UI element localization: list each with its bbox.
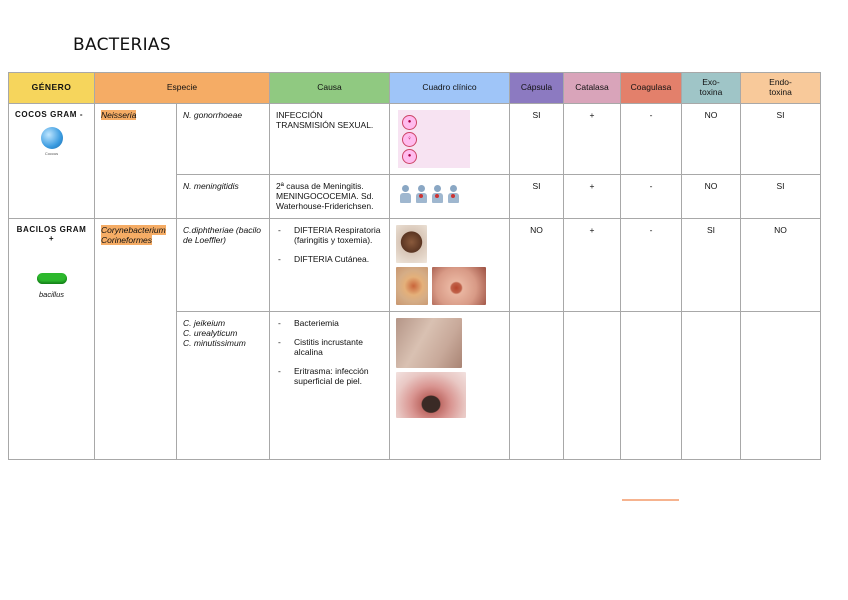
catalasa-cell: + — [564, 219, 621, 312]
species-cell: C.diphtheriae (bacilo de Loeffler) — [177, 219, 270, 312]
groin-lesion-photo — [396, 372, 466, 418]
exotoxina-cell — [682, 312, 741, 460]
catalasa-cell: + — [564, 104, 621, 175]
header-capsula: Cápsula — [510, 73, 564, 104]
gonorrhoea-infographic — [398, 110, 470, 168]
list-item: - Bacteriemia — [276, 318, 383, 328]
causa-list — [276, 225, 383, 264]
causa-cell: INFECCIÓN TRANSMISIÓN SEXUAL. — [270, 104, 390, 175]
header-especie: Especie — [95, 73, 270, 104]
causa-cell — [270, 219, 390, 312]
genero-label: COCOS GRAM - — [15, 110, 84, 119]
coagulasa-cell: - — [621, 219, 682, 312]
coagulasa-cell — [621, 312, 682, 460]
causa-list — [276, 318, 383, 386]
genus-cell — [95, 104, 177, 219]
list-item: - DIFTERIA Respiratoria (faringitis y toxemia). — [276, 225, 383, 245]
symptom-circle-icon: ● — [402, 149, 417, 164]
capsula-cell — [510, 312, 564, 460]
species-line: C. minutissimum — [183, 338, 246, 348]
genus-highlight: Corynebacterium Corineformes — [101, 225, 166, 245]
coccus-caption: Coccus — [44, 151, 59, 156]
cutaneous-ulcer-photo — [432, 267, 486, 305]
meningitis-infographic — [398, 185, 503, 205]
species-line: C. jeikeium — [183, 318, 226, 328]
exotoxina-cell: NO — [682, 104, 741, 175]
bacteria-table — [8, 72, 821, 460]
table-row — [9, 219, 821, 312]
coagulasa-cell: - — [621, 104, 682, 175]
cuadro-clinico-cell — [390, 219, 510, 312]
list-item: - DIFTERIA Cutánea. — [276, 254, 383, 264]
genero-cell — [9, 104, 95, 219]
species-cell — [177, 312, 270, 460]
header-cuadro-clinico: Cuadro clínico — [390, 73, 510, 104]
orange-divider — [622, 499, 679, 501]
bacillus-rod-icon — [37, 273, 67, 284]
bacillus-caption: bacillus — [38, 290, 64, 299]
header-exotoxina: Exo- toxina — [682, 73, 741, 104]
person-figure-icon — [430, 185, 444, 205]
capsula-cell: SI — [510, 104, 564, 175]
cutaneous-lesion-photo — [396, 267, 428, 305]
header-causa: Causa — [270, 73, 390, 104]
header-endotoxina: Endo- toxina — [741, 73, 821, 104]
person-figure-icon — [414, 185, 428, 205]
symptom-circle-icon: ● — [402, 115, 417, 130]
diphtheria-child-photo — [396, 225, 427, 263]
genero-cell — [9, 219, 95, 460]
person-figure-icon — [446, 185, 460, 205]
species-line: C. urealyticum — [183, 328, 238, 338]
capsula-cell: NO — [510, 219, 564, 312]
list-item: - Cistitis incrustante alcalina — [276, 337, 383, 357]
list-item: - Eritrasma: infección superficial de piel. — [276, 366, 383, 386]
erythrasma-photo — [396, 318, 462, 368]
page-title: BACTERIAS — [73, 35, 171, 55]
endotoxina-cell: SI — [741, 104, 821, 175]
genus-cell — [95, 219, 177, 460]
causa-cell — [270, 312, 390, 460]
coagulasa-cell: - — [621, 175, 682, 219]
causa-cell: 2ª causa de Meningitis. MENINGOCOCEMIA. Sd. Waterhouse-Friderichsen. — [270, 175, 390, 219]
catalasa-cell: + — [564, 175, 621, 219]
exotoxina-cell: SI — [682, 219, 741, 312]
capsula-cell: SI — [510, 175, 564, 219]
header-coagulasa: Coagulasa — [621, 73, 682, 104]
species-cell: N. meningitidis — [177, 175, 270, 219]
header-genero: GÉNERO — [9, 73, 95, 104]
symptom-circle-icon: ♀ — [402, 132, 417, 147]
endotoxina-cell — [741, 312, 821, 460]
cuadro-clinico-cell — [390, 312, 510, 460]
catalasa-cell — [564, 312, 621, 460]
table-row — [9, 104, 821, 175]
coccus-sphere-icon — [41, 127, 63, 149]
endotoxina-cell: SI — [741, 175, 821, 219]
header-row — [9, 73, 821, 104]
person-figure-icon — [398, 185, 412, 205]
genus-highlight: Neisseria — [101, 110, 137, 120]
cuadro-clinico-cell — [390, 104, 510, 175]
genero-label: BACILOS GRAM + — [16, 225, 87, 243]
exotoxina-cell: NO — [682, 175, 741, 219]
header-catalasa: Catalasa — [564, 73, 621, 104]
species-cell: N. gonorrhoeae — [177, 104, 270, 175]
endotoxina-cell: NO — [741, 219, 821, 312]
cuadro-clinico-cell — [390, 175, 510, 219]
